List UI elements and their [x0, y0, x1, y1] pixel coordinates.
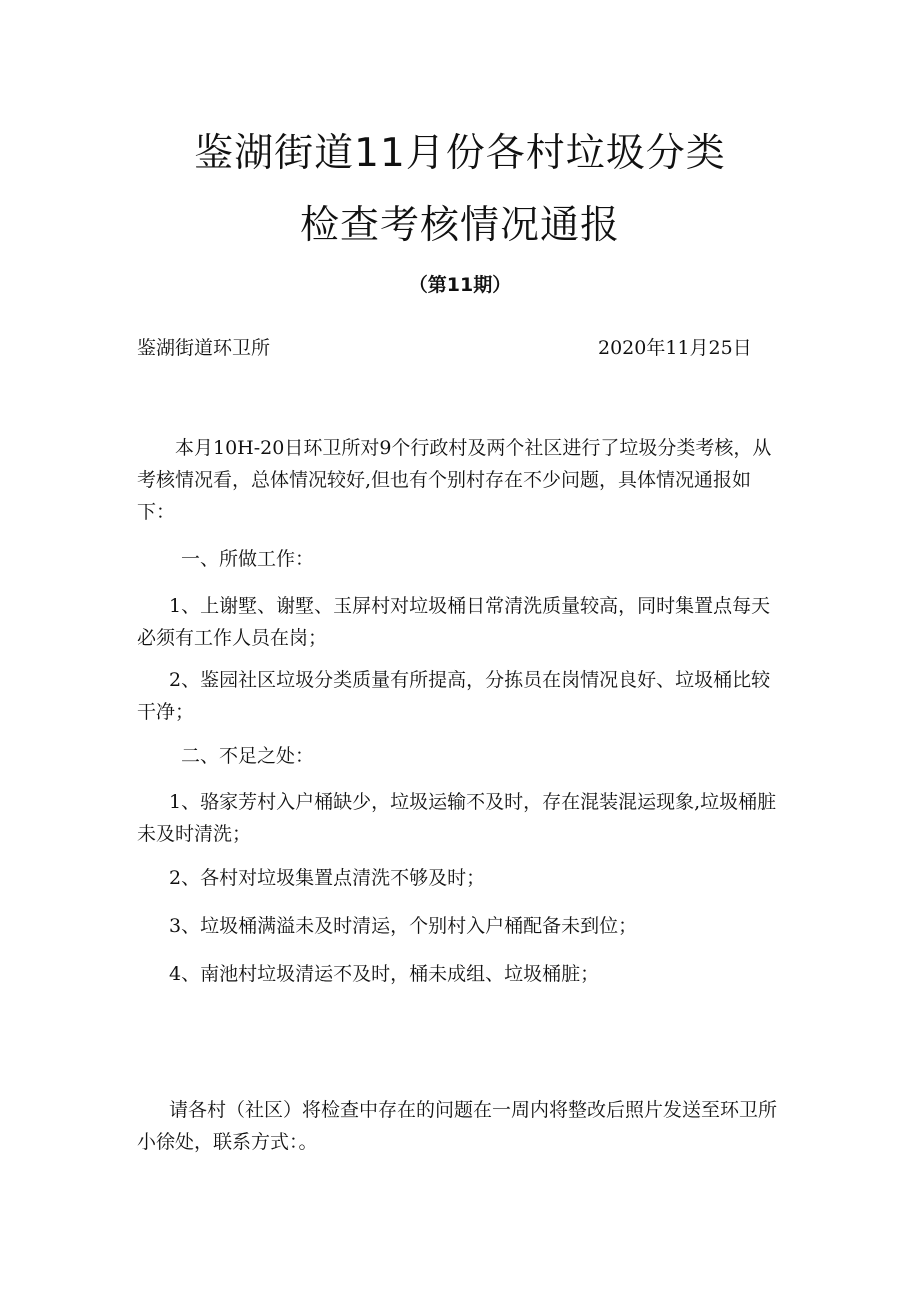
work-done-item-1: 1、上谢墅、谢墅、玉屏村对垃圾桶日常清洗质量较高，同时集置点每天必须有工作人员在岗；	[137, 595, 771, 649]
shortcoming-item-1: 1、骆家芳村入户桶缺少，垃圾运输不及时，存在混装混运现象,垃圾桶脏未及时清洗；	[137, 791, 777, 845]
section-heading-shortcomings: 二、不足之处：	[181, 745, 315, 767]
issuing-organization: 鉴湖街道环卫所	[137, 337, 271, 359]
document-title-line-2: 检查考核情况通报	[299, 203, 620, 248]
issue-date: 2020年11月25日	[598, 337, 752, 359]
work-done-item-2: 2、鉴园社区垃圾分类质量有所提高，分拣员在岗情况良好、垃圾桶比较干净；	[137, 669, 771, 723]
closing-paragraph: 请各村（社区）将检查中存在的问题在一周内将整改后照片发送至环卫所小徐处，联系方式：。	[137, 1099, 778, 1153]
intro-paragraph: 本月10H-20日环卫所对9个行政村及两个社区进行了垃圾分类考核，从考核情况看，总体情况较好,但也有个别村存在不少问题，具体情况通报如下：	[137, 437, 772, 523]
section-heading-work-done: 一、所做工作：	[181, 548, 315, 570]
document-title-line-1: 鉴湖街道11月份各村垃圾分类	[194, 131, 726, 176]
shortcoming-item-2: 2、各村对垃圾集置点清洗不够及时；	[169, 867, 486, 889]
issue-number: （第11期）	[408, 274, 512, 296]
shortcoming-item-4: 4、南池村垃圾清运不及时，桶未成组、垃圾桶脏；	[169, 963, 600, 985]
shortcoming-item-3: 3、垃圾桶满溢未及时清运，个别村入户桶配备未到位；	[169, 915, 638, 937]
